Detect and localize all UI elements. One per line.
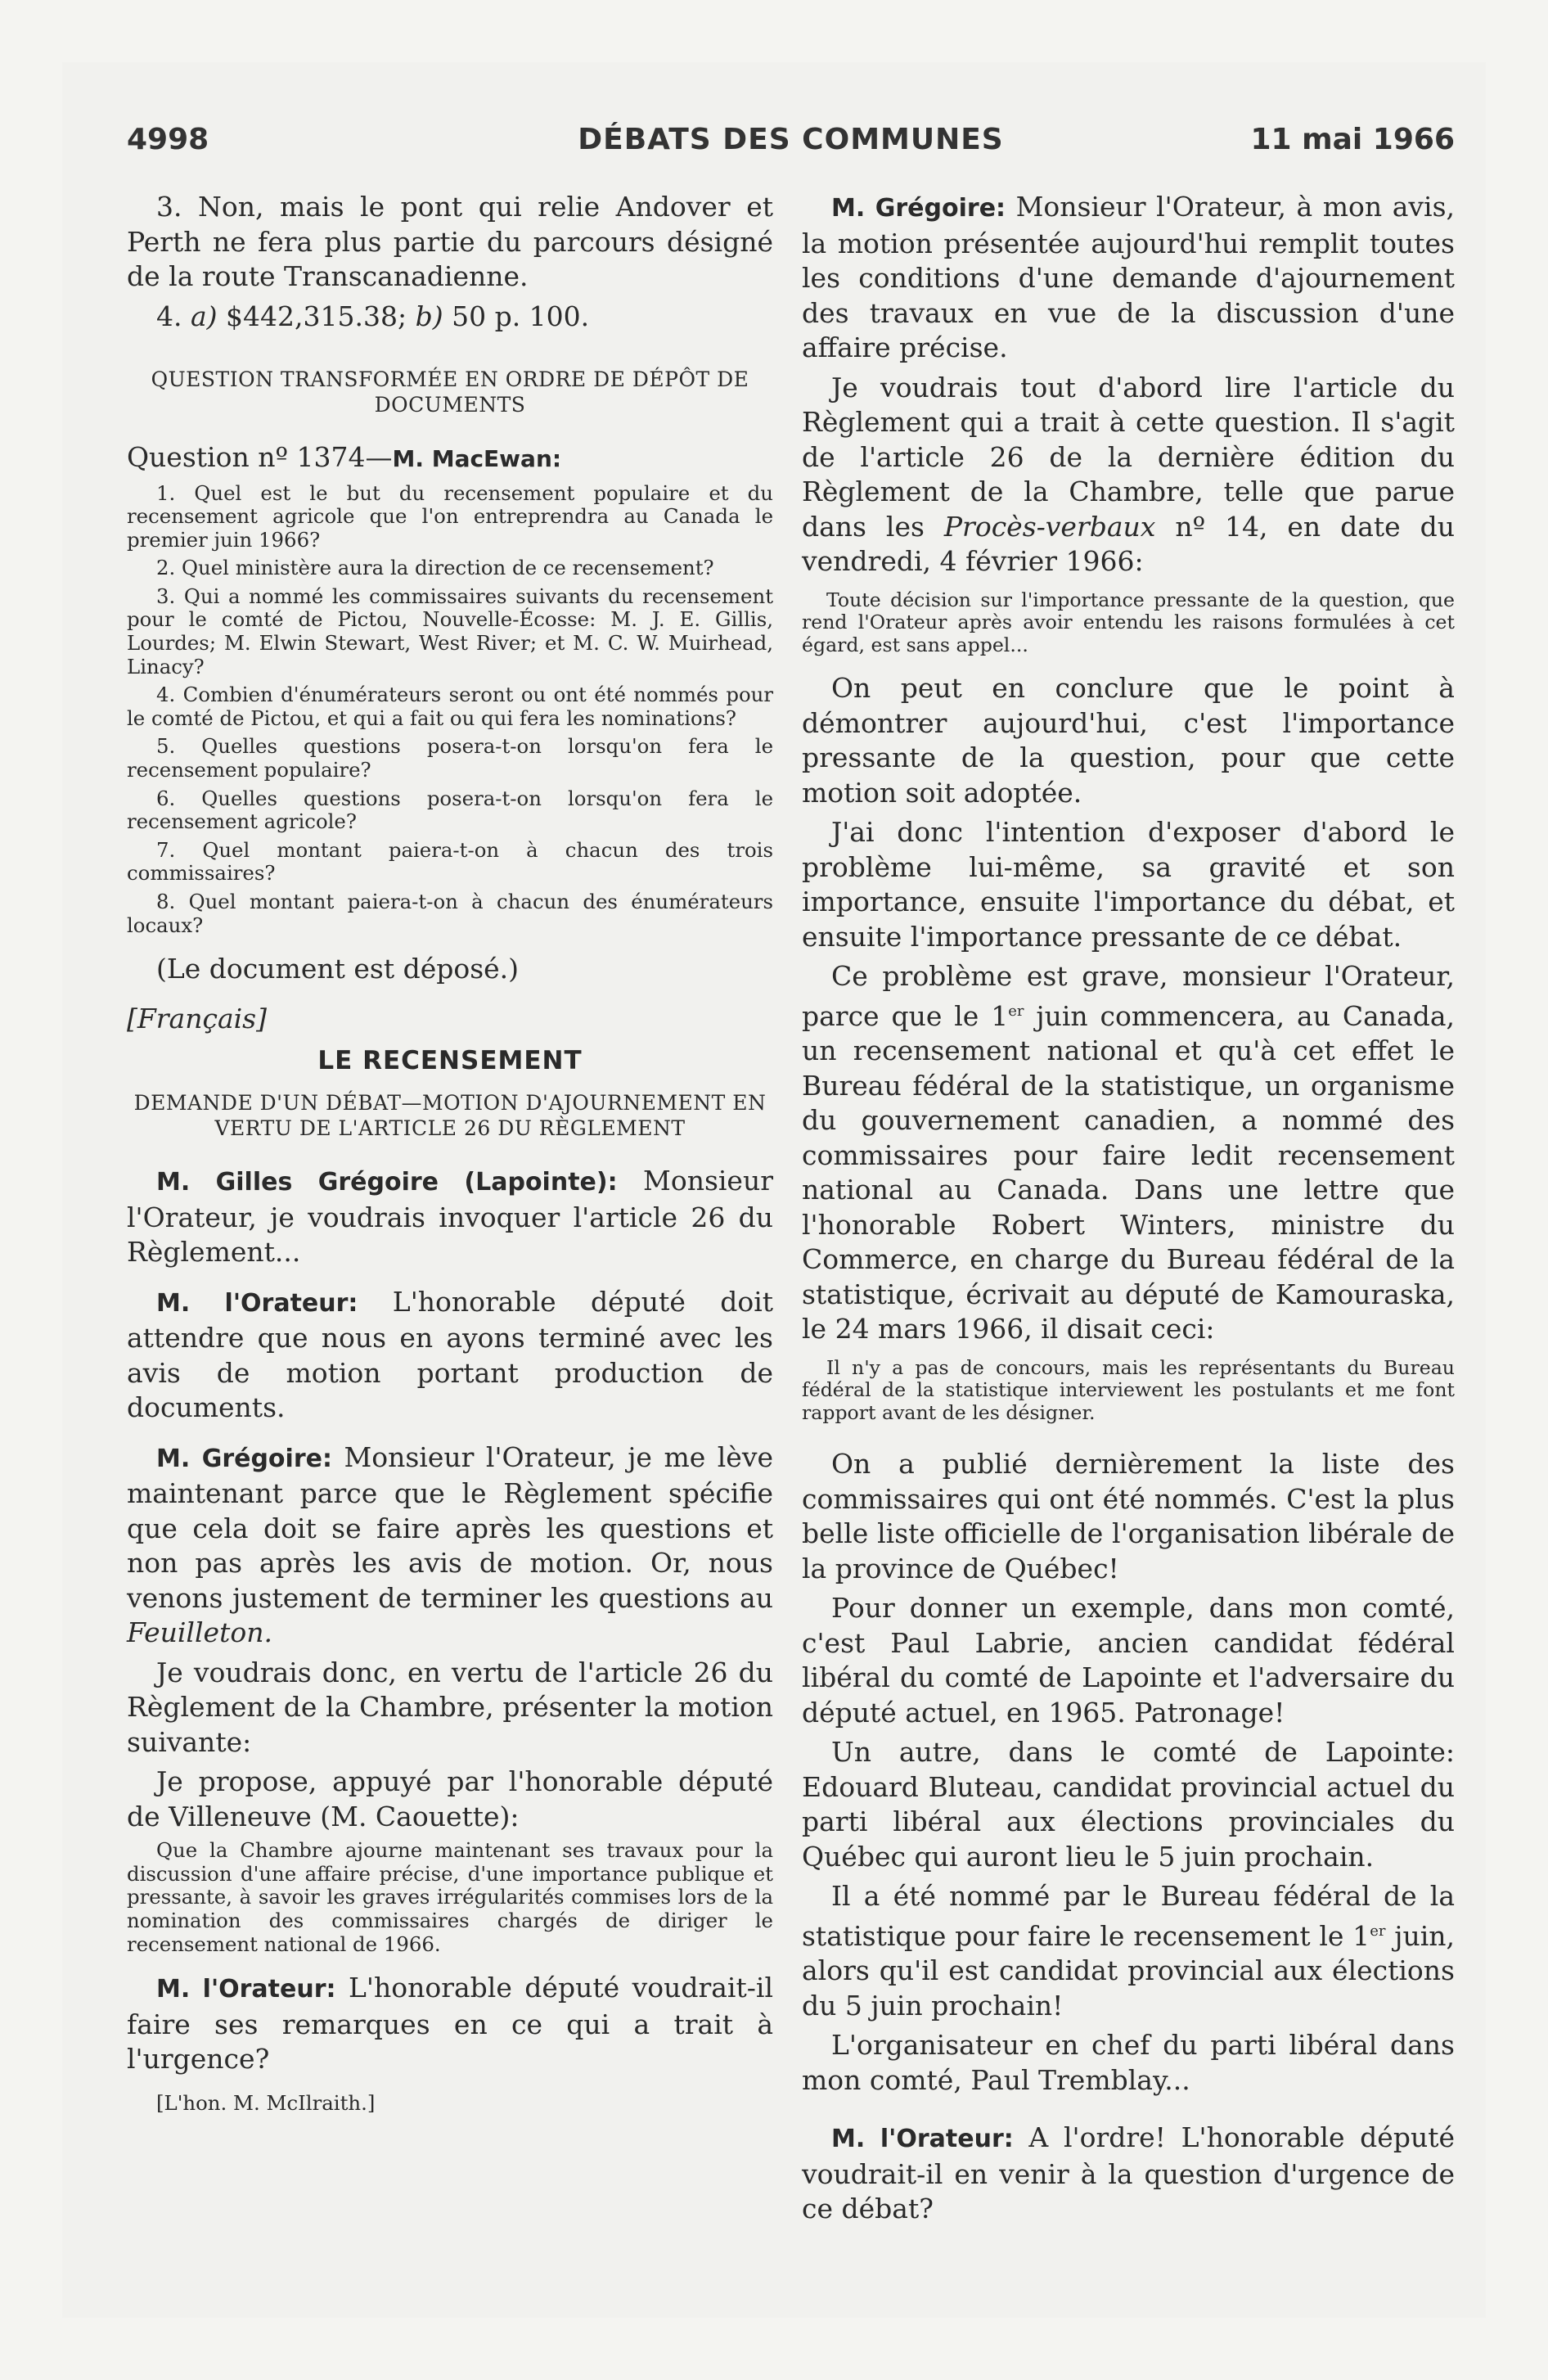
- speech-gregoire-3: Je voudrais donc, en vertu de l'article 26 du Règlement de la Chambre, présenter la motion suivante:: [127, 1656, 773, 1758]
- question-caption: QUESTION TRANSFORMÉE EN ORDRE DE DÉPÔT DE DOCUMENTS: [151, 367, 749, 417]
- language-marker: [Français]: [127, 1002, 267, 1034]
- question-item-7: 7. Quel montant paiera-t-on à chacun des trois commissaires?: [127, 837, 773, 886]
- speech-gregoire-14: L'organisateur en chef du parti libéral dans mon comté, Paul Tremblay...: [802, 2029, 1455, 2096]
- speech-speaker-3: M. l'Orateur: A l'ordre! L'honorable député voudrait-il en venir à la question d'urgence de ce débat?: [802, 2121, 1455, 2224]
- speech-gregoire-5: M. Grégoire: Monsieur l'Orateur, à mon avis, la motion présentée aujourd'hui remplit toutes les conditions d'une demande d'ajournement des travaux en vue de la discussion d'une affaire précise.: [802, 191, 1456, 363]
- section-title: LE RECENSEMENT: [317, 1046, 583, 1076]
- motion-text: Que la Chambre ajourne maintenant ses travaux pour la discussion d'une affaire précise, d'une importance publique et pressante, à savoir les graves irrégularités commises lors de la nomination des commissaires chargés de diriger le recensement national de 1966.: [127, 1838, 773, 1956]
- question-item-8: 8. Quel montant paiera-t-on à chacun des énumérateurs locaux?: [127, 890, 773, 937]
- left-column: [127, 190, 773, 2115]
- speech-gregoire-9: Ce problème est grave, monsieur l'Orateur, parce que le 1er juin commencera, au Canada, un recensement national et qu'à cet effet le Bureau fédéral de la statistique, un organisme du gouvernement canadien, a nommé des commissaires pour faire ledit recensement national au Canada. Dans une lettre que l'honorable Robert Winters, ministre du Commerce, en charge du Bureau fédéral de la statistique, écrivait au député de Kamouraska, le 24 mars 1966, il disait ceci:: [802, 960, 1455, 1345]
- speech-gregoire-13: Il a été nommé par le Bureau fédéral de la statistique pour faire le recensement le 1er juin, alors qu'il est candidat provincial aux élections du 5 juin prochain!: [802, 1880, 1455, 2022]
- speech-gregoire-12: Un autre, dans le comté de Lapointe: Edouard Bluteau, candidat provincial actuel du parti libéral aux élections provinciales du Québec qui auront lieu le 5 juin prochain.: [802, 1736, 1455, 1873]
- speech-gregoire-7: On peut en conclure que le point à démontrer aujourd'hui, c'est l'importance pressante de la question, pour que cette motion soit adoptée.: [802, 672, 1455, 809]
- speech-speaker-1: M. l'Orateur: L'honorable député doit attendre que nous en ayons terminé avec les avis de motion portant production de documents.: [127, 1285, 774, 1424]
- question-item-2: 2. Quel ministère aura la direction de ce recensement?: [156, 556, 714, 580]
- quote-winters-letter: Il n'y a pas de concours, mais les représentants du Bureau fédéral de la statistique interviewent les postulants et me font rapport avant de les désigner.: [802, 1355, 1455, 1424]
- answer-4: 4. a) $442,315.38; b) 50 p. 100.: [156, 300, 590, 332]
- right-column: [802, 190, 1455, 2227]
- page-header: [127, 123, 1455, 162]
- running-title: DÉBATS DES COMMUNES: [578, 123, 1004, 156]
- presiding-note: [L'hon. M. McIlraith.]: [156, 2090, 376, 2115]
- document-filed-note: (Le document est déposé.): [156, 953, 520, 985]
- section-subtitle: DEMANDE D'UN DÉBAT—MOTION D'AJOURNEMENT EN VERTU DE L'ARTICLE 26 DU RÈGLEMENT: [133, 1091, 767, 1141]
- speech-gregoire-10: On a publié dernièrement la liste des commissaires qui ont été nommés. C'est la plus belle liste officielle de l'organisation libérale de la province de Québec!: [802, 1448, 1455, 1584]
- answer-3: 3. Non, mais le pont qui relie Andover et Perth ne fera plus partie du parcours désigné de la route Transcanadienne.: [127, 191, 773, 292]
- speech-gregoire-1: M. Gilles Grégoire (Lapointe): Monsieur l'Orateur, je voudrais invoquer l'article 26 du Règlement...: [127, 1165, 773, 1269]
- speech-gregoire-6: Je voudrais tout d'abord lire l'article du Règlement qui a trait à cette question. Il s'agit de l'article 26 de la dernière édition du Règlement de la Chambre, telle que parue dans les Procès-verbaux nº 14, en date du vendredi, 4 février 1966:: [802, 371, 1455, 577]
- page-number: 4998: [127, 123, 209, 156]
- question-item-1: 1. Quel est le but du recensement populaire et du recensement agricole que l'on entreprendra au Canada le premier juin 1966?: [127, 480, 773, 552]
- quote-standing-order: Toute décision sur l'importance pressante de la question, que rend l'Orateur après avoir entendu les raisons formulées à cet égard, est sans appel...: [802, 588, 1455, 656]
- question-item-6: 6. Quelles questions posera-t-on lorsqu'on fera le recensement agricole?: [127, 786, 773, 834]
- question-item-5: 5. Quelles questions posera-t-on lorsqu'on fera le recensement populaire?: [127, 734, 773, 782]
- speech-speaker-2: M. l'Orateur: L'honorable député voudrait-il faire ses remarques en ce qui a trait à l'urgence?: [127, 1972, 773, 2076]
- speech-gregoire-4: Je propose, appuyé par l'honorable député de Villeneuve (M. Caouette):: [127, 1765, 773, 1832]
- question-item-4: 4. Combien d'énumérateurs seront ou ont été nommés pour le comté de Pictou, et qui a fait ou qui fera les nominations?: [127, 683, 773, 730]
- speech-gregoire-11: Pour donner un exemple, dans mon comté, c'est Paul Labrie, ancien candidat fédéral libéral du comté de Lapointe et l'adversaire du député actuel, en 1965. Patronage!: [802, 1592, 1455, 1729]
- speech-gregoire-2: M. Grégoire: Monsieur l'Orateur, je me lève maintenant parce que le Règlement spécifie que cela doit se faire après les questions et non pas après les avis de motion. Or, nous venons justement de terminer les questions au Feuilleton.: [127, 1440, 773, 1649]
- question-heading: Question nº 1374—M. MacEwan:: [127, 441, 562, 473]
- page-date: 11 mai 1966: [1250, 123, 1455, 156]
- speech-gregoire-8: J'ai donc l'intention d'exposer d'abord le problème lui-même, sa gravité et son importance, ensuite l'importance du débat, et ensuite l'importance pressante de ce débat.: [802, 816, 1455, 953]
- question-item-3: 3. Qui a nommé les commissaires suivants du recensement pour le comté de Pictou, Nouvelle-Écosse: M. J. E. Gillis, Lourdes; M. Elwin Stewart, West River; et M. C. W. Muirhead, Linacy?: [127, 584, 773, 678]
